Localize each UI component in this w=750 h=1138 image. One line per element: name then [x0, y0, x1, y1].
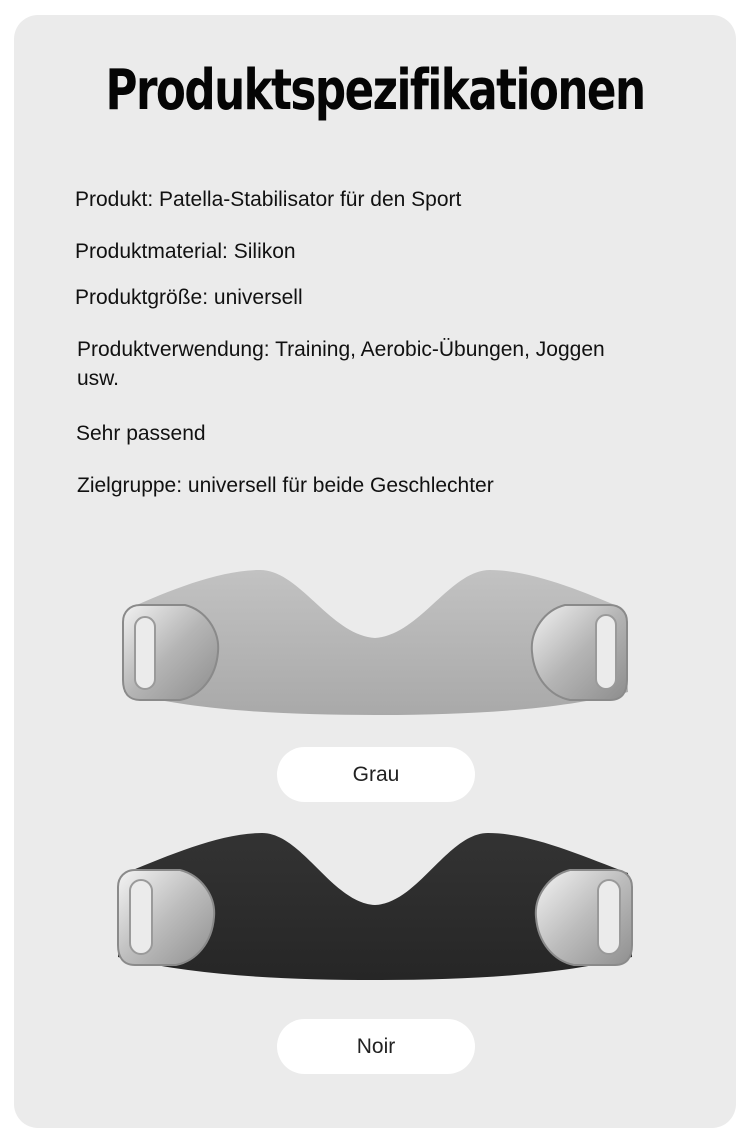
product-image-grey	[0, 560, 750, 725]
spec-material: Produktmaterial: Silikon	[75, 240, 296, 263]
spec-usage: Produktverwendung: Training, Aerobic-Übungen, Joggen usw.	[77, 338, 605, 390]
page-title: Produktspezifikationen	[105, 58, 645, 123]
spec-target-group: Zielgruppe: universell für beide Geschlechter	[77, 474, 494, 497]
spec-product: Produkt: Patella-Stabilisator für den Sport	[75, 188, 462, 211]
variant-black-button[interactable]: Noir	[277, 1019, 475, 1074]
variant-grey-button[interactable]: Grau	[277, 747, 475, 802]
spec-size: Produktgröße: universell	[75, 286, 303, 309]
spec-fit: Sehr passend	[76, 422, 206, 445]
product-image-black	[0, 825, 750, 990]
